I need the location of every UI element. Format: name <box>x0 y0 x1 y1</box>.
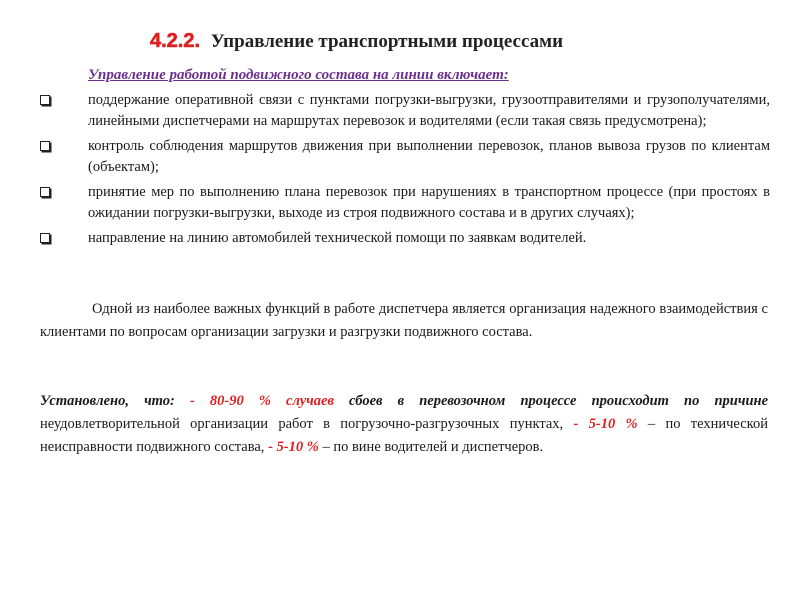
conclusion-paragraph <box>40 390 768 459</box>
conclusion-text: – по вине водителей и диспетчеров. <box>318 439 544 455</box>
list-item-text: принятие мер по выполнению плана перевозок при нарушениях в транспортном процессе (при простоях в ожидании погрузки-выгрузки, выходе из строя подвижного состава и в других случаях); <box>88 184 770 221</box>
percent-highlight: - 5-10 % <box>268 439 319 455</box>
conclusion-lead: Установлено, что: <box>40 393 175 409</box>
bullet-list <box>40 90 770 253</box>
percent-highlight: - 80-90 % <box>174 393 287 409</box>
cases-highlight: случаев <box>286 393 334 409</box>
list-item-text: контроль соблюдения маршрутов движения при выполнении перевозок, планов вывоза грузов по клиентам (объектам); <box>88 138 770 175</box>
square-bullet-icon <box>40 95 50 105</box>
square-bullet-icon <box>40 141 50 151</box>
conclusion-text: неудовлетворительной организации работ в погрузочно-разгрузочных пунктах, <box>40 416 574 432</box>
list-item <box>40 90 770 132</box>
square-bullet-icon <box>40 187 50 197</box>
list-item <box>40 182 770 224</box>
conclusion-emphasis: сбоев в перевозочном процессе происходит по причине <box>333 393 768 409</box>
subtitle: Управление работой подвижного состава на линии включает: <box>88 67 509 83</box>
page-title <box>150 30 670 53</box>
conclusion-text: – по технической неисправности подвижного состава, <box>40 416 768 455</box>
list-item <box>40 228 770 249</box>
list-item-text: поддержание оперативной связи с пунктами погрузки-выгрузки, грузоотправителями и грузополучателями, линейными диспетчерами на маршрутах перевозок и водителями (если такая связь предусмотрена); <box>88 92 770 129</box>
body-paragraph: Одной из наиболее важных функций в работе диспетчера является организация надежного взаимодействия с клиентами по вопросам организации загрузки и разгрузки подвижного состава. <box>40 301 768 340</box>
percent-highlight: - 5-10 % <box>573 416 638 432</box>
list-item-text: направление на линию автомобилей технической помощи по заявкам водителей. <box>88 230 587 246</box>
section-number: 4.2.2. <box>150 30 201 52</box>
title-text: Управление транспортными процессами <box>210 31 564 52</box>
list-item <box>40 136 770 178</box>
square-bullet-icon <box>40 233 50 243</box>
